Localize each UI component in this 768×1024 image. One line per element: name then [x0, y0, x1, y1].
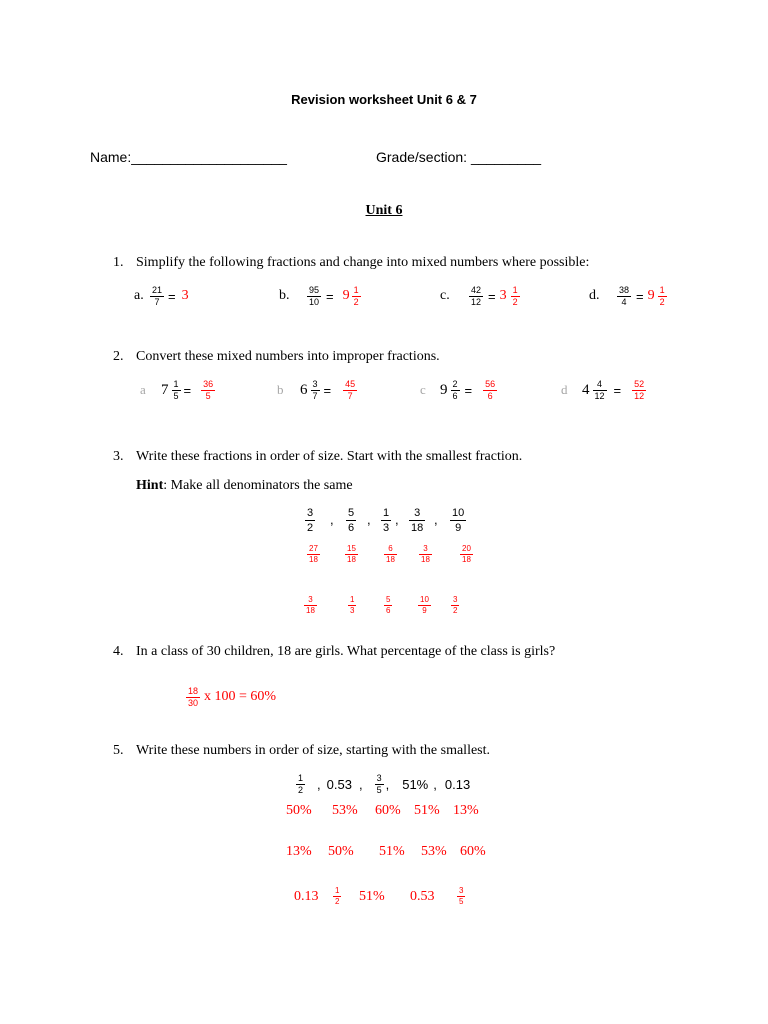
item-label-a: a: [140, 382, 146, 397]
denominator: 3: [383, 522, 390, 534]
denominator: 18: [462, 555, 471, 564]
denominator: 6: [386, 606, 391, 615]
denominator: 18: [411, 522, 424, 534]
denominator: 7: [347, 390, 353, 401]
numerator: 1: [350, 595, 355, 604]
answer-whole: 9: [342, 288, 350, 303]
item-label-c: c.: [440, 288, 450, 303]
equivalent-fraction: [345, 545, 358, 564]
numerator: 4: [593, 380, 607, 391]
separator: ,: [330, 512, 334, 527]
denominator: 5: [459, 897, 464, 906]
denominator: 18: [386, 555, 395, 564]
fraction: [150, 286, 164, 307]
ordered-percentage: 53%: [421, 844, 447, 859]
ordered-percentage: 51%: [379, 844, 405, 859]
numerator: 6: [384, 545, 397, 555]
fraction: [375, 774, 384, 795]
denominator: 3: [350, 606, 355, 615]
denominator: 12: [471, 296, 482, 307]
denominator: 7: [154, 296, 160, 307]
numerator: 95: [309, 284, 320, 295]
hint-text: : Make all denominators the same: [163, 478, 353, 493]
q1-item-b-expression: [307, 281, 361, 311]
answer-expression: x 100 = 60%: [204, 689, 277, 704]
denominator: 12: [594, 390, 605, 401]
percentage-value: 53%: [332, 803, 358, 818]
percentage-value: 51%: [414, 803, 440, 818]
equivalent-fraction: [460, 545, 473, 564]
equals-sign: =: [613, 382, 622, 398]
denominator: 6: [487, 390, 493, 401]
item-label-c: c: [420, 382, 426, 397]
fraction: [346, 507, 356, 534]
fraction: [296, 774, 305, 795]
number-value: 51%: [402, 776, 429, 792]
q2-item-d-expression: [582, 375, 646, 405]
equals-sign: =: [636, 288, 644, 304]
numerator: 3: [419, 545, 432, 555]
equivalent-fraction: [307, 545, 320, 564]
q2-item-a-expression: [161, 375, 215, 405]
ordered-fraction: [384, 596, 392, 615]
ordered-percentage: 50%: [328, 844, 354, 859]
question-prompt: In a class of 30 children, 18 are girls. What percentage of the class is girls?: [136, 644, 556, 659]
numerator: 1: [512, 284, 518, 295]
fraction: [305, 507, 315, 534]
ordered-fraction: [418, 596, 431, 615]
numerator: 3: [453, 595, 458, 604]
numerator: 5: [386, 595, 391, 604]
name-field: Name:____________________: [90, 149, 287, 165]
equivalent-fraction: [419, 545, 432, 564]
numerator: 3: [376, 772, 382, 783]
separator: ,: [367, 512, 371, 527]
question-prompt: Convert these mixed numbers into improper fractions.: [136, 349, 440, 364]
equals-sign: =: [464, 382, 473, 398]
numerator: 1: [659, 284, 665, 295]
numerator: 3: [409, 507, 425, 521]
denominator: 9: [422, 606, 427, 615]
denominator: 18: [347, 555, 356, 564]
question-number: 3.: [113, 449, 124, 464]
equivalent-fraction: [384, 545, 397, 564]
number-value: 0.53: [326, 776, 352, 792]
denominator: 2: [512, 296, 518, 307]
numerator: 18: [188, 685, 199, 696]
numerator: 52: [634, 378, 645, 389]
percentage-value: 60%: [375, 803, 401, 818]
numerator: 15: [347, 544, 356, 553]
q1-item-d-expression: [617, 281, 667, 311]
item-label-d: d.: [589, 288, 600, 303]
answer-whole: 3: [181, 288, 189, 303]
separator: ,: [385, 776, 390, 792]
numerator: 3: [459, 886, 464, 895]
equals-sign: =: [488, 288, 496, 304]
ordered-fraction: [304, 596, 317, 615]
ordered-value: 0.13: [294, 889, 319, 904]
ordered-value-fraction: [333, 887, 341, 906]
question-number: 5.: [113, 743, 124, 758]
fraction: [593, 380, 607, 401]
ordered-value: 0.53: [410, 889, 435, 904]
denominator: 2: [335, 897, 340, 906]
numerator: 1: [383, 507, 390, 519]
item-label-a: a.: [134, 288, 144, 303]
equals-sign: =: [183, 382, 192, 398]
unit-heading: Unit 6: [365, 203, 403, 218]
question-prompt: Simplify the following fractions and change into mixed numbers where possible:: [136, 255, 590, 270]
ordered-percentage: 60%: [460, 844, 486, 859]
denominator: 10: [309, 296, 320, 307]
denominator: 5: [205, 390, 211, 401]
denominator: 7: [312, 390, 318, 401]
grade-section-field: Grade/section: _________: [376, 149, 542, 165]
denominator: 18: [421, 555, 430, 564]
question-number: 1.: [113, 255, 124, 270]
separator: ,: [433, 776, 437, 792]
q1-item-a-expression: [150, 281, 189, 311]
q2-item-b-expression: [300, 375, 357, 405]
denominator: 6: [348, 522, 355, 534]
ordered-value-fraction: [457, 887, 465, 906]
denominator: 4: [621, 296, 627, 307]
denominator: 5: [173, 390, 179, 401]
answer-fraction: [201, 380, 215, 401]
ordered-percentage: 13%: [286, 844, 312, 859]
answer-fraction: [352, 286, 361, 307]
separator: ,: [395, 512, 399, 527]
answer-fraction: [186, 687, 200, 708]
denominator: 12: [634, 390, 645, 401]
denominator: 2: [307, 522, 314, 534]
answer-fraction: [511, 286, 520, 307]
q2-item-c-expression: [440, 375, 497, 405]
percentage-value: 50%: [286, 803, 312, 818]
percentage-value: 13%: [453, 803, 479, 818]
question-prompt: Write these numbers in order of size, starting with the smallest.: [136, 743, 491, 758]
separator: ,: [434, 512, 438, 527]
separator: ,: [317, 776, 321, 792]
fraction: [451, 380, 460, 401]
question-number: 4.: [113, 644, 124, 659]
ordered-value: 51%: [359, 889, 385, 904]
fraction: [450, 507, 466, 534]
numerator: 21: [152, 284, 163, 295]
q1-item-c-expression: [469, 281, 520, 311]
hint: [136, 478, 353, 494]
equals-sign: =: [323, 382, 332, 398]
numerator: 1: [173, 378, 179, 389]
answer-whole: 3: [499, 288, 507, 303]
denominator: 2: [659, 296, 665, 307]
equals-sign: =: [168, 288, 176, 304]
numerator: 10: [452, 507, 465, 519]
numerator: 38: [619, 284, 630, 295]
numerator: 45: [345, 378, 356, 389]
answer-fraction: [632, 380, 646, 401]
fraction: [172, 380, 181, 401]
denominator: 30: [188, 697, 199, 708]
answer-fraction: [658, 286, 667, 307]
q5-given-numbers: [296, 771, 470, 797]
fraction: [311, 380, 320, 401]
numerator: 20: [462, 544, 471, 553]
denominator: 9: [455, 522, 462, 534]
q4-answer: [186, 683, 276, 711]
numerator: 56: [485, 378, 496, 389]
mixed-whole: 9: [440, 381, 448, 398]
answer-fraction: [483, 380, 497, 401]
numerator: 3: [304, 596, 317, 606]
denominator: 2: [453, 606, 458, 615]
numerator: 1: [335, 886, 340, 895]
mixed-whole: 4: [582, 381, 590, 398]
denominator: 6: [452, 390, 458, 401]
denominator: 2: [298, 784, 304, 795]
numerator: 42: [471, 284, 482, 295]
number-value: 0.13: [444, 776, 471, 792]
question-number: 2.: [113, 349, 124, 364]
numerator: 3: [307, 507, 314, 519]
question-prompt: Write these fractions in order of size. Start with the smallest fraction.: [136, 449, 523, 464]
numerator: 2: [452, 378, 458, 389]
separator: ,: [358, 776, 363, 792]
item-label-d: d: [561, 382, 568, 397]
item-label-b: b.: [279, 288, 290, 303]
worksheet-title: Revision worksheet Unit 6 & 7: [291, 92, 477, 107]
fraction: [307, 286, 321, 307]
numerator: 1: [353, 284, 359, 295]
denominator: 18: [306, 606, 315, 615]
hint-label: Hint: [136, 478, 164, 493]
answer-whole: 9: [647, 288, 655, 303]
fraction: [409, 507, 425, 534]
fraction: [617, 286, 631, 307]
equals-sign: =: [326, 288, 334, 304]
numerator: 1: [298, 772, 304, 783]
item-label-b: b: [277, 382, 284, 397]
numerator: 36: [203, 378, 214, 389]
ordered-fraction: [348, 596, 356, 615]
numerator: 27: [309, 544, 318, 553]
numerator: 3: [312, 378, 318, 389]
denominator: 2: [353, 296, 359, 307]
ordered-fraction: [451, 596, 459, 615]
numerator: 10: [420, 595, 429, 604]
fraction: [381, 507, 391, 534]
numerator: 5: [348, 507, 355, 519]
answer-fraction: [343, 380, 357, 401]
denominator: 18: [309, 555, 318, 564]
denominator: 5: [376, 784, 382, 795]
fraction: [469, 286, 483, 307]
mixed-whole: 6: [300, 381, 308, 398]
mixed-whole: 7: [161, 381, 169, 398]
